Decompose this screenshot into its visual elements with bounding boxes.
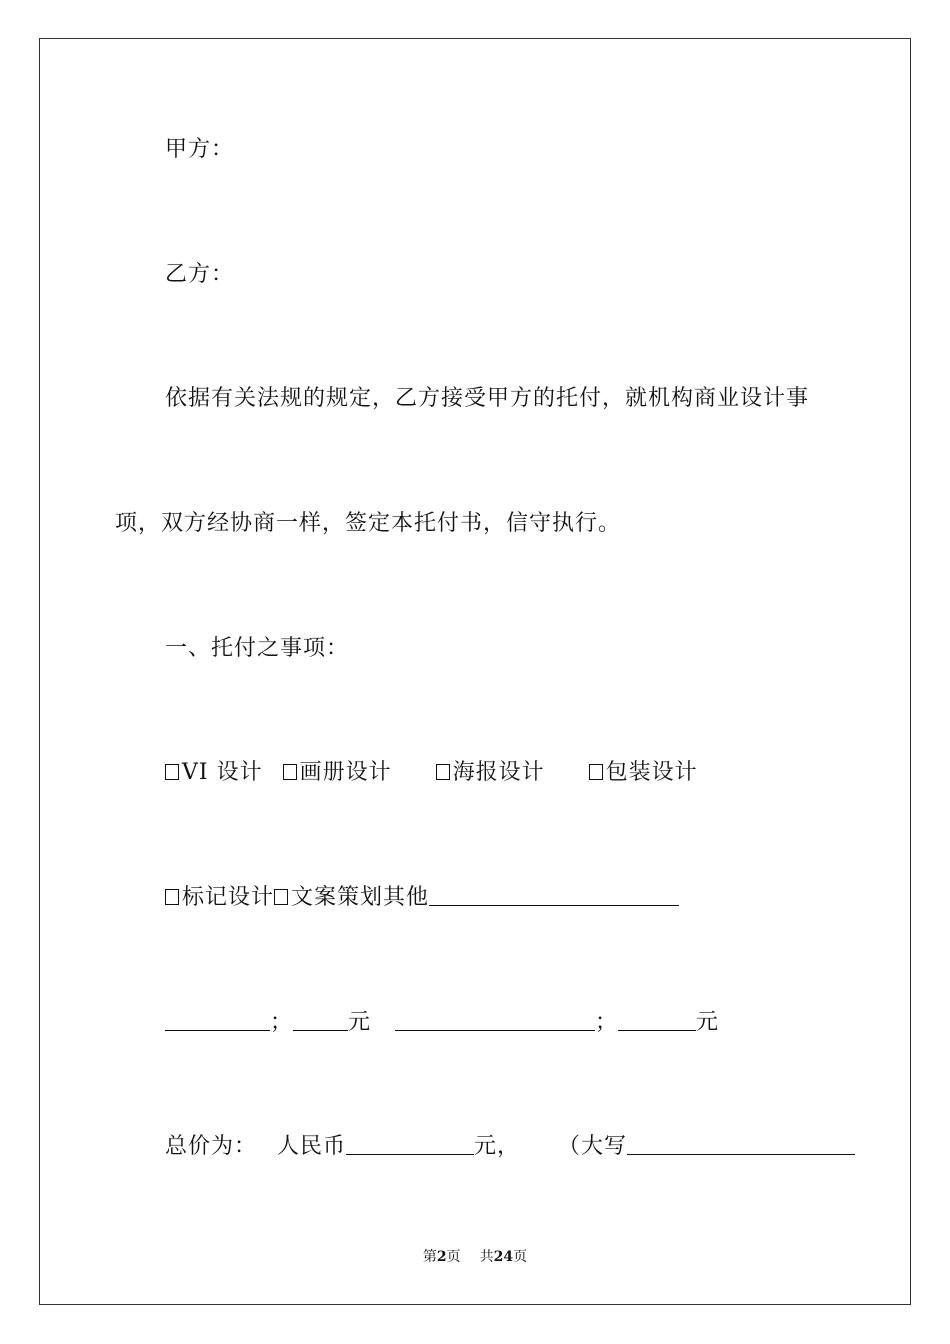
vi-design-checkbox[interactable] [165, 764, 179, 780]
price-1-unit: 元 [348, 1010, 372, 1035]
page-number: 2 [436, 1249, 447, 1265]
item-1-blank[interactable] [165, 1010, 270, 1031]
service-options-row-1 [165, 758, 698, 788]
separator-1: ； [270, 1010, 294, 1035]
intro-paragraph-line-1: 依据有关法规的规定，乙方接受甲方的托付，就机构商业设计事 [165, 386, 810, 411]
page-footer [0, 1247, 950, 1267]
logo-design-checkbox[interactable] [165, 889, 179, 905]
total-price-line [165, 1132, 855, 1162]
party-a-label: 甲方： [165, 137, 235, 162]
brochure-design-label: 画册设计 [299, 760, 392, 785]
brochure-design-checkbox[interactable] [283, 764, 297, 780]
packaging-design-label: 包装设计 [605, 760, 698, 785]
total-price-label: 总价为： [165, 1134, 258, 1159]
page-prefix: 第 [422, 1249, 437, 1265]
total-pages-suffix: 页 [513, 1249, 528, 1265]
party-b-label: 乙方： [165, 262, 235, 287]
packaging-design-checkbox[interactable] [589, 764, 603, 780]
intro-paragraph-line-2: 项，双方经协商一样，签定本托付书，信守执行。 [115, 511, 622, 536]
price-2-unit: 元 [696, 1010, 720, 1035]
separator-2: ； [595, 1010, 619, 1035]
currency-label: 人民币 [277, 1134, 347, 1159]
copywriting-other-label: 文案策划其他 [291, 885, 430, 910]
page-suffix: 页 [446, 1249, 461, 1265]
other-service-blank[interactable] [429, 885, 679, 906]
section-heading-entrusted-items: 一、托付之事项： [165, 636, 350, 661]
total-pages-prefix: 共 [479, 1249, 494, 1265]
service-options-row-2 [165, 883, 679, 913]
total-unit: 元， [474, 1134, 521, 1159]
price-2-blank[interactable] [618, 1010, 696, 1031]
capital-amount-label: （大写 [558, 1134, 628, 1159]
price-1-blank[interactable] [293, 1010, 348, 1031]
total-amount-blank[interactable] [346, 1134, 474, 1155]
pricing-line [165, 1008, 719, 1038]
poster-design-label: 海报设计 [452, 760, 545, 785]
capital-amount-blank[interactable] [627, 1134, 855, 1155]
poster-design-checkbox[interactable] [436, 764, 450, 780]
vi-design-label: VI 设计 [182, 760, 263, 785]
item-2-blank[interactable] [395, 1010, 595, 1031]
page-border [39, 38, 911, 1305]
copywriting-checkbox[interactable] [274, 889, 288, 905]
total-pages: 24 [493, 1249, 514, 1265]
logo-design-label: 标记设计 [182, 885, 275, 910]
